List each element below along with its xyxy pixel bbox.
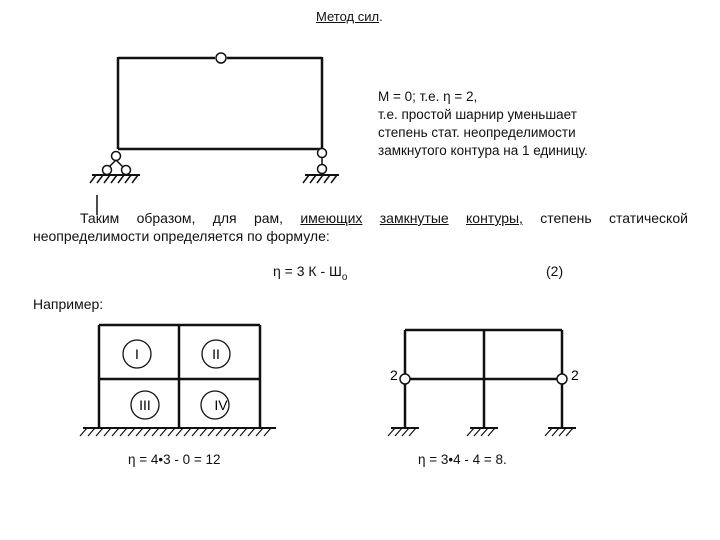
paragraph-line-2: неопределимости определяется по формуле: bbox=[33, 228, 330, 244]
contour-label-4: IV bbox=[214, 397, 228, 413]
frame-a-diagram bbox=[83, 325, 276, 428]
hinge-note-line-2: т.е. простой шарнир уменьшает bbox=[378, 107, 577, 122]
hinge-left-icon bbox=[400, 374, 410, 384]
formula-main: η = 3 К - Ш bbox=[273, 263, 342, 279]
title-suffix: . bbox=[379, 9, 383, 24]
left-support-icon bbox=[90, 152, 140, 184]
paragraph-word: Таким bbox=[80, 210, 120, 226]
hinge-note-line-1: М = 0; т.е. η = 2, bbox=[378, 89, 478, 104]
hinge-right-icon bbox=[557, 374, 567, 384]
top-frame-diagram bbox=[118, 57, 322, 149]
frame-a-result: η = 4•3 - 0 = 12 bbox=[128, 452, 221, 467]
frame-b-result: η = 3•4 - 4 = 8. bbox=[418, 452, 507, 467]
paragraph-word: рам, bbox=[253, 210, 284, 226]
contour-label-1: I bbox=[135, 346, 139, 362]
contour-label-2: II bbox=[212, 346, 220, 362]
formula-subscript: о bbox=[341, 271, 348, 283]
hinge-icon bbox=[216, 53, 226, 63]
hinge-right-label: 2 bbox=[571, 367, 579, 383]
paragraph-word-underlined: контуры, bbox=[466, 210, 523, 226]
right-support-icon bbox=[303, 149, 339, 184]
contour-label-3: III bbox=[139, 397, 151, 413]
paragraph-word: степень bbox=[540, 210, 592, 226]
paragraph-word: статической bbox=[609, 210, 688, 226]
equation-number: (2) bbox=[546, 263, 564, 279]
paragraph-word-underlined: замкнутые bbox=[379, 210, 449, 226]
hinge-note-line-4: замкнутого контура на 1 единицу. bbox=[378, 143, 588, 158]
frame-b-fixed-supports-icon bbox=[388, 428, 576, 436]
frame-b-diagram bbox=[405, 330, 562, 428]
hinge-note-line-3: степень стат. неопределимости bbox=[378, 125, 576, 140]
example-label: Например: bbox=[33, 296, 104, 312]
hinge-left-label: 2 bbox=[390, 367, 398, 383]
title-text: Метод сил bbox=[316, 9, 380, 24]
frame-a-ground-hatch-icon bbox=[80, 428, 271, 436]
paragraph-word-underlined: имеющих bbox=[300, 210, 363, 226]
paragraph-word: для bbox=[212, 210, 237, 226]
paragraph-word: образом, bbox=[136, 210, 196, 226]
